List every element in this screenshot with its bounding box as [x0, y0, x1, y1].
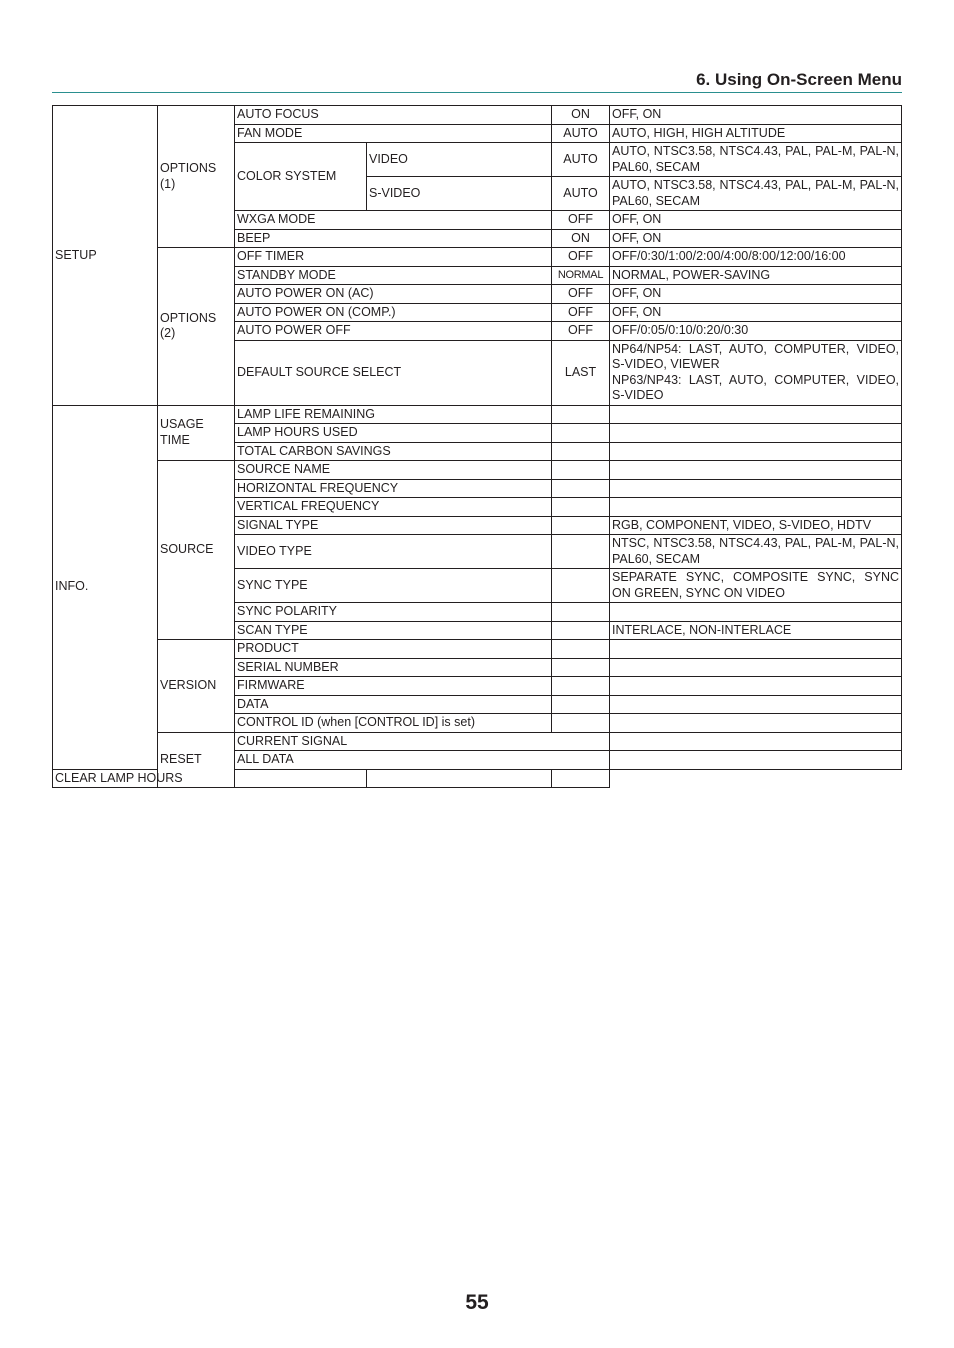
item-name: SYNC POLARITY — [235, 603, 552, 622]
item-default — [552, 640, 610, 659]
item-name: CONTROL ID (when [CONTROL ID] is set) — [235, 714, 552, 733]
table-row — [53, 769, 902, 788]
item-name: AUTO POWER ON (COMP.) — [235, 303, 552, 322]
item-default: NORMAL — [552, 266, 610, 285]
item-values — [610, 695, 902, 714]
item-default — [552, 695, 610, 714]
item-default — [552, 621, 610, 640]
item-default: OFF — [552, 211, 610, 230]
item-name: VERTICAL FREQUENCY — [235, 498, 552, 517]
table-row — [53, 106, 902, 125]
item-name: AUTO FOCUS — [235, 106, 552, 125]
item-default: ON — [552, 229, 610, 248]
item-values: AUTO, HIGH, HIGH ALTITUDE — [610, 124, 902, 143]
subitem-name: VIDEO — [367, 143, 552, 177]
group-reset: RESET — [158, 732, 235, 788]
item-name: TOTAL CARBON SAVINGS — [235, 442, 552, 461]
item-default: ON — [552, 106, 610, 125]
item-values: OFF/0:05/0:10/0:20/0:30 — [610, 322, 902, 341]
menu-tree-table — [52, 105, 902, 788]
item-default: OFF — [552, 285, 610, 304]
subgroup-options-1: OPTIONS (1) — [158, 106, 235, 248]
item-default — [552, 498, 610, 517]
item-default: OFF — [552, 322, 610, 341]
subgroup-usage-time: USAGE TIME — [158, 405, 235, 461]
page-number: 55 — [465, 1291, 489, 1314]
item-default: OFF — [552, 248, 610, 267]
item-default: OFF — [552, 303, 610, 322]
item-name: DEFAULT SOURCE SELECT — [235, 340, 552, 405]
item-name: FAN MODE — [235, 124, 552, 143]
item-name: SYNC TYPE — [235, 569, 552, 603]
item-default: AUTO — [552, 143, 610, 177]
item-name: COLOR SYSTEM — [235, 143, 367, 211]
item-default — [610, 732, 902, 751]
item-values: OFF, ON — [610, 285, 902, 304]
item-default — [552, 442, 610, 461]
item-default — [552, 569, 610, 603]
item-name: LAMP HOURS USED — [235, 424, 552, 443]
table-row — [53, 405, 902, 424]
item-values — [610, 479, 902, 498]
item-values: OFF/0:30/1:00/2:00/4:00/8:00/12:00/16:00 — [610, 248, 902, 267]
item-values — [610, 498, 902, 517]
group-setup: SETUP — [53, 106, 158, 406]
item-name: HORIZONTAL FREQUENCY — [235, 479, 552, 498]
item-values: SEPARATE SYNC, COMPOSITE SYNC, SYNC ON GREEN, SYNC ON VIDEO — [610, 569, 902, 603]
table-row — [53, 640, 902, 659]
item-name: DATA — [235, 695, 552, 714]
subgroup-source: SOURCE — [158, 461, 235, 640]
item-name: CLEAR LAMP HOURS — [53, 769, 367, 788]
item-values: AUTO, NTSC3.58, NTSC4.43, PAL, PAL-M, PAL-N, PAL60, SECAM — [610, 177, 902, 211]
item-values: OFF, ON — [610, 303, 902, 322]
item-default: AUTO — [552, 177, 610, 211]
page-header — [52, 68, 902, 93]
item-values: OFF, ON — [610, 229, 902, 248]
item-values — [610, 603, 902, 622]
item-values — [610, 461, 902, 480]
values-line: NP64/NP54: LAST, AUTO, COMPUTER, VIDEO, S-VIDEO, VIEWER — [612, 341, 900, 371]
item-values — [610, 714, 902, 733]
values-line: NP63/NP43: LAST, AUTO, COMPUTER, VIDEO, S-VIDEO — [612, 372, 900, 402]
item-values: RGB, COMPONENT, VIDEO, S-VIDEO, HDTV — [610, 516, 902, 535]
item-name: AUTO POWER ON (AC) — [235, 285, 552, 304]
item-values: NORMAL, POWER-SAVING — [610, 266, 902, 285]
item-name: SOURCE NAME — [235, 461, 552, 480]
item-values: OFF, ON — [610, 211, 902, 230]
item-default — [367, 769, 552, 788]
item-values — [552, 769, 610, 788]
subgroup-version: VERSION — [158, 640, 235, 733]
item-name: ALL DATA — [235, 751, 610, 770]
item-values — [610, 405, 902, 424]
item-default — [552, 461, 610, 480]
item-name: WXGA MODE — [235, 211, 552, 230]
item-default — [552, 405, 610, 424]
subgroup-options-2: OPTIONS (2) — [158, 248, 235, 406]
item-name: VIDEO TYPE — [235, 535, 552, 569]
item-name: SIGNAL TYPE — [235, 516, 552, 535]
item-values: NTSC, NTSC3.58, NTSC4.43, PAL, PAL-M, PAL-N, PAL60, SECAM — [610, 535, 902, 569]
item-values — [610, 658, 902, 677]
item-default — [552, 714, 610, 733]
group-info: INFO. — [53, 405, 158, 769]
item-values: OFF, ON — [610, 106, 902, 125]
item-default — [552, 516, 610, 535]
item-default: LAST — [552, 340, 610, 405]
item-default — [552, 677, 610, 696]
item-default — [552, 658, 610, 677]
item-name: SCAN TYPE — [235, 621, 552, 640]
item-default — [552, 535, 610, 569]
item-name: CURRENT SIGNAL — [235, 732, 610, 751]
item-values — [610, 640, 902, 659]
item-values — [610, 424, 902, 443]
item-name: PRODUCT — [235, 640, 552, 659]
item-name: STANDBY MODE — [235, 266, 552, 285]
table-row — [53, 248, 902, 267]
item-default: AUTO — [552, 124, 610, 143]
table-row — [53, 732, 902, 751]
item-values: INTERLACE, NON-INTERLACE — [610, 621, 902, 640]
item-values — [610, 340, 902, 405]
item-default — [552, 479, 610, 498]
item-name: SERIAL NUMBER — [235, 658, 552, 677]
item-values: AUTO, NTSC3.58, NTSC4.43, PAL, PAL-M, PAL-N, PAL60, SECAM — [610, 143, 902, 177]
section-title: 6. Using On-Screen Menu — [696, 70, 902, 89]
item-default — [610, 751, 902, 770]
item-name: OFF TIMER — [235, 248, 552, 267]
table-row — [53, 461, 902, 480]
item-values — [610, 442, 902, 461]
item-default — [552, 424, 610, 443]
item-name: BEEP — [235, 229, 552, 248]
item-name: FIRMWARE — [235, 677, 552, 696]
item-values — [610, 677, 902, 696]
item-name: AUTO POWER OFF — [235, 322, 552, 341]
item-default — [552, 603, 610, 622]
subitem-name: S-VIDEO — [367, 177, 552, 211]
item-name: LAMP LIFE REMAINING — [235, 405, 552, 424]
